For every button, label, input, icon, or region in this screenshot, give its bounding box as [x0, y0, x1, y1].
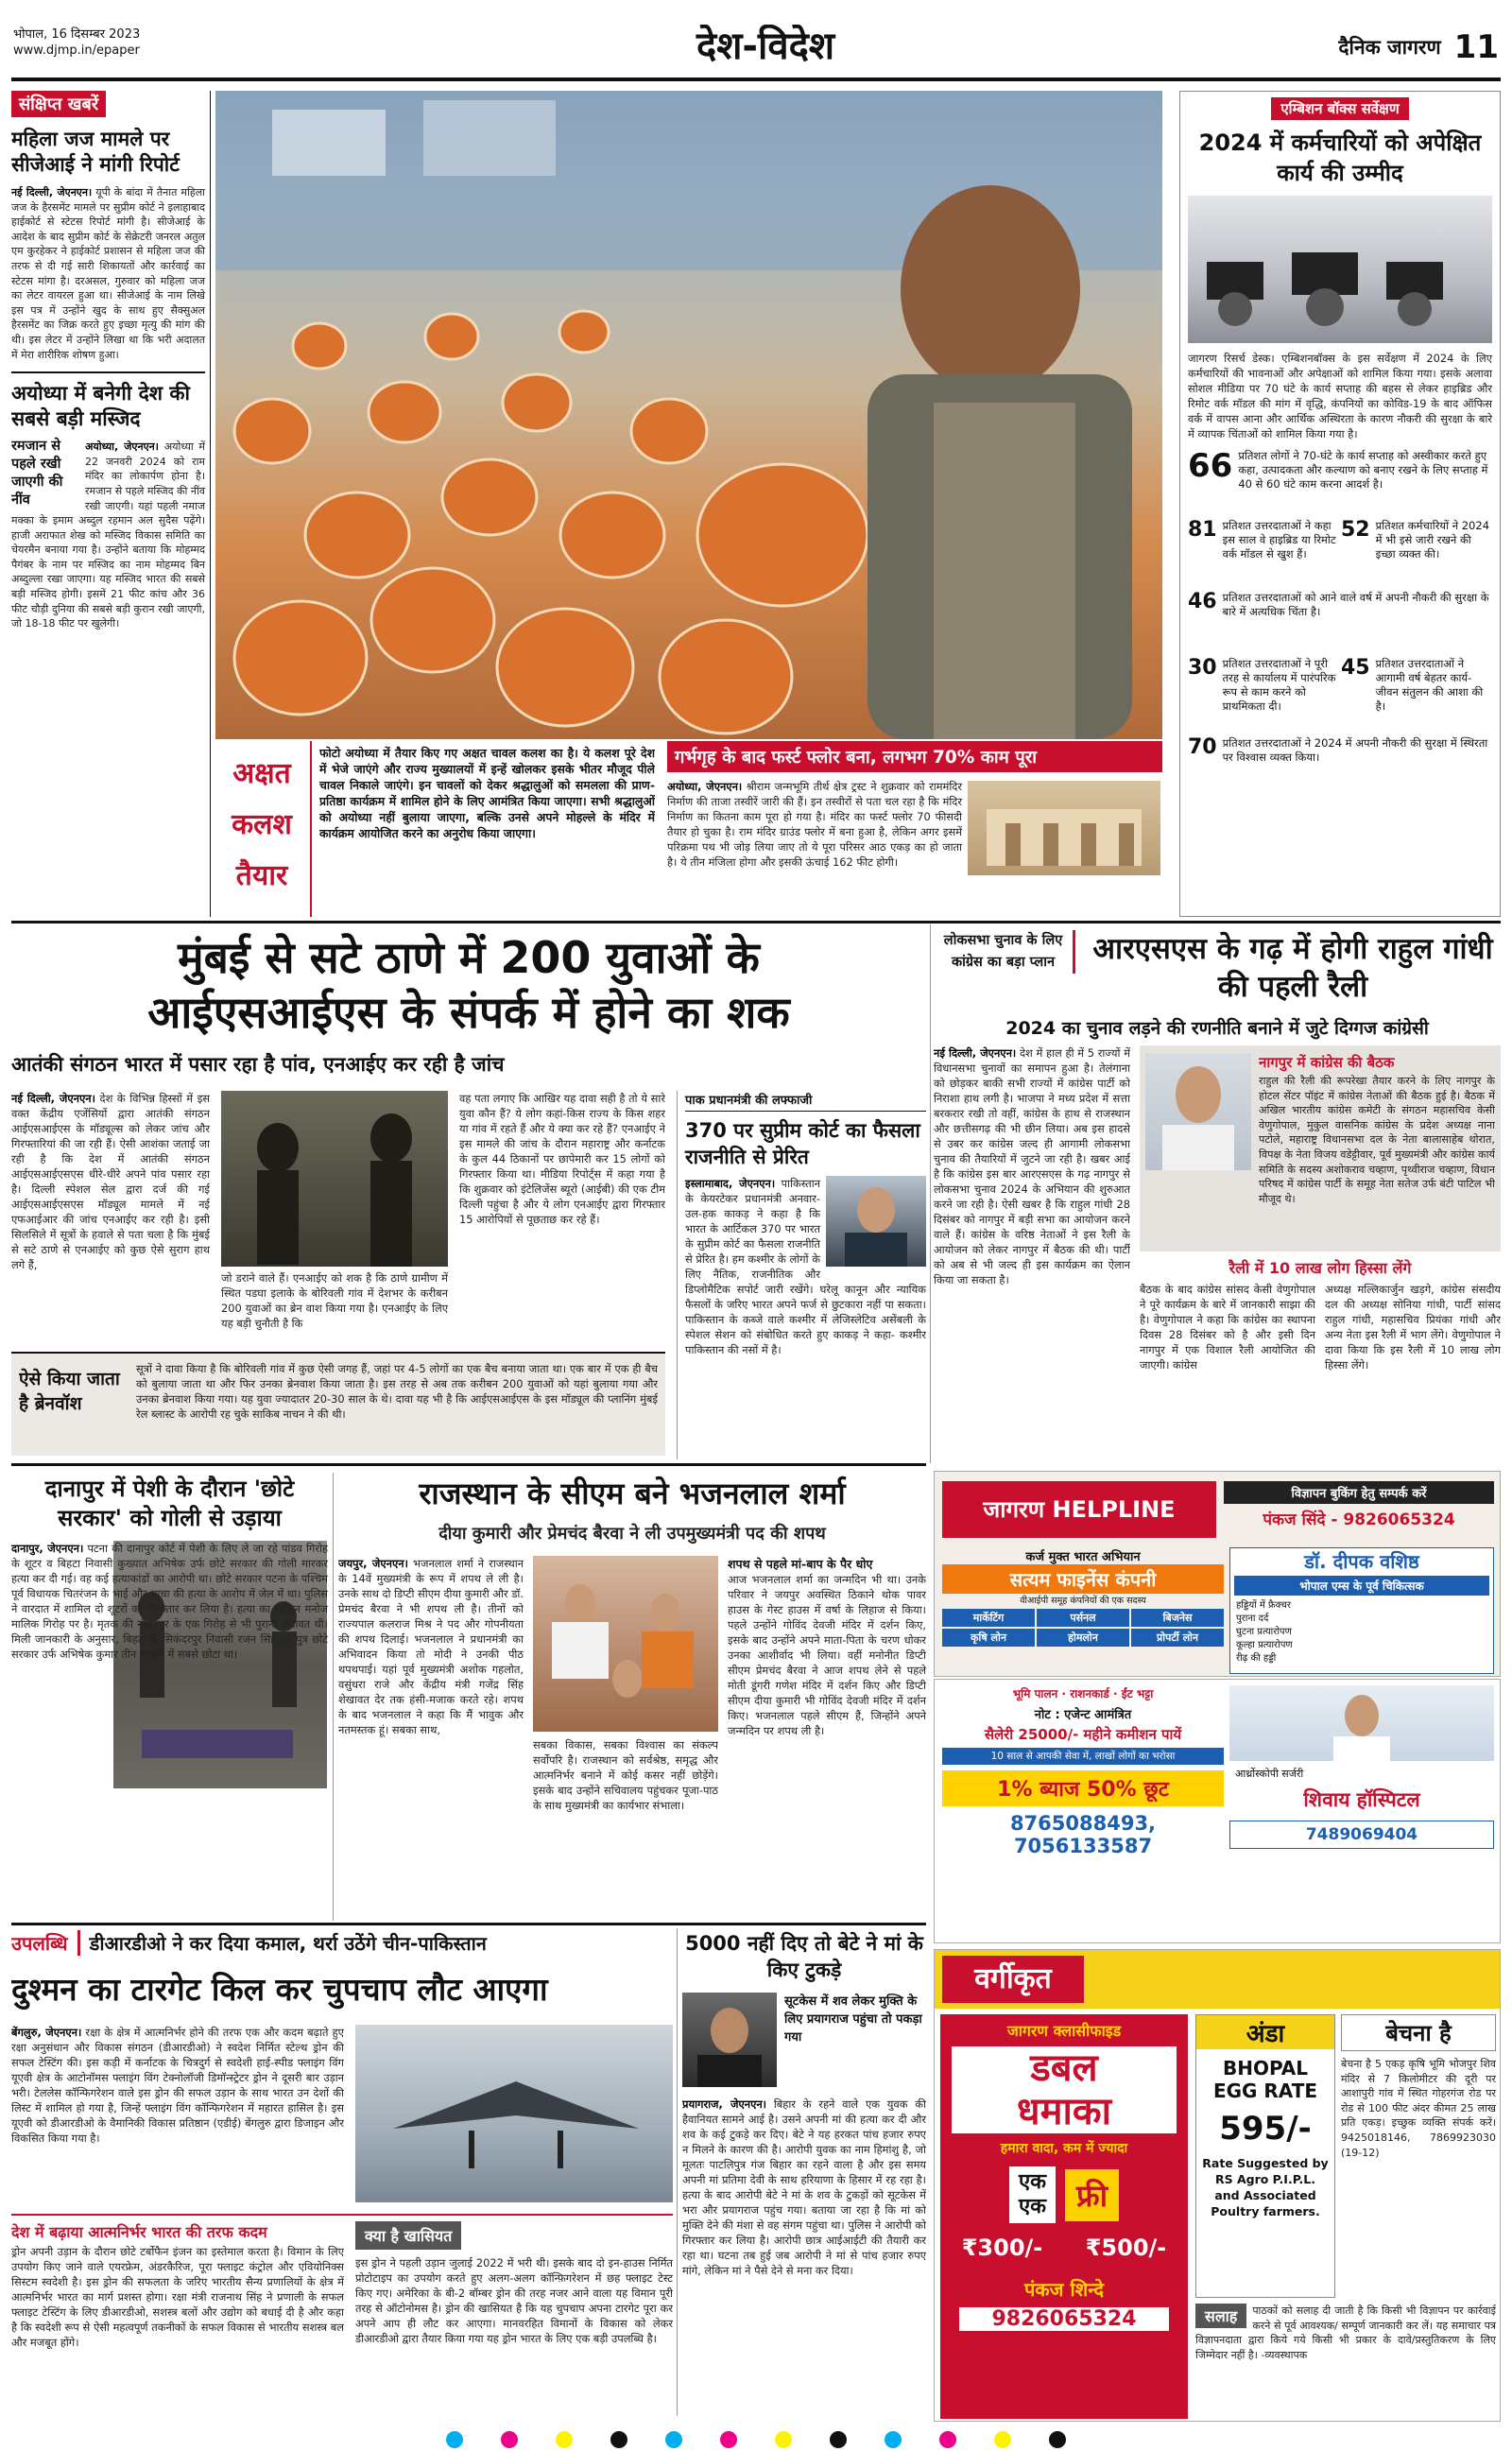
- double-dhamaka-ad: [940, 2014, 1188, 2419]
- classified-brand: जागरण क्लासीफाइड: [1006, 2022, 1122, 2040]
- helpline-ad: [934, 1471, 1501, 1677]
- brief-dateline-2: अयोध्या, जेएनएन।: [85, 440, 159, 454]
- loan-name: सत्यम फाइनेंस कंपनी: [942, 1564, 1224, 1594]
- black-dot: [1049, 2431, 1066, 2448]
- loan-ad: [942, 1547, 1224, 1674]
- survey-body: जागरण रिसर्च डेस्क। एम्बिशनबॉक्स के इस सर्वेक्षण में 2024 के लिए कर्मचारियों की भावनाओं और अपेक्षाओं को शामिल किया गया। इसके अलावा सोशल मीडिया पर 70 घंटे के कार्य सप्ताह की बहस से लेकर हाइब्रिड और रिमोट वर्क मॉडल की मांग में वृद्धि, कंपनियों का कोविड-19 के बाद ऑफिस वर्क में वापस आना और आर्थिक अस्थिरता के कारण नौकरी की सुरक्षा के बारे में व्यापक चिंताओं को शामिल किया गया है।: [1188, 352, 1492, 440]
- section-title: देश-विदेश: [696, 25, 835, 68]
- rally-head: रैली में 10 लाख लोग हिस्सा लेंगे: [1228, 1259, 1412, 1277]
- drone-illustration: [355, 2025, 673, 2202]
- loan-types: मार्केटिंग पर्सनल बिजनेस कृषि लोन होमलोन प्रोपर्टी लोन: [942, 1609, 1224, 1647]
- loan-salary: सैलेरी 25000/- महीने कमीशन पायें: [984, 1726, 1182, 1743]
- stat-30: 30 प्रतिशत उत्तरदाताओं ने पूरी तरह से कार्यालय में पारंपरिक रूप से काम करने को प्राथमिकता दी।: [1188, 656, 1336, 713]
- masthead-rule: [11, 78, 1501, 81]
- temple-illustration: [968, 781, 1160, 875]
- photo-caption-area: [215, 741, 1162, 917]
- yellow-dot: [556, 2431, 573, 2448]
- magenta-dot: [501, 2431, 518, 2448]
- paper-name: दैनिक जागरण: [1338, 36, 1441, 59]
- rajasthan-story: [338, 1475, 926, 1919]
- advice-head: सलाह: [1195, 2304, 1246, 2328]
- classified-title: वर्गीकृत: [942, 1956, 1084, 2003]
- egg-city: BHOPAL: [1222, 2057, 1309, 2080]
- doctor-services: हड्डियों में फ्रैक्चर पुराना दर्द घुटना प्रत्यारोपण कूल्हा प्रत्यारोपण रीढ़ की हड्डी: [1236, 1600, 1293, 1664]
- price-mp: ₹500/-: [1085, 2235, 1167, 2261]
- soldiers-illustration: [221, 1091, 448, 1267]
- drdo-subhead: देश में बढ़ाया आत्मनिर्भर भारत की तरफ कदम: [11, 2223, 267, 2241]
- danapur-headline: दानापुर में पेशी के दौरान 'छोटे सरकार' को गोली से उड़ाया: [44, 1476, 295, 1531]
- rahul-dateline: नई दिल्ली, जेएनएन।: [934, 1046, 1017, 1060]
- drdo-features-body: इस ड्रोन ने पहली उड़ान जुलाई 2022 में भरी थी। इसके बाद दो इन-हाउस निर्मित प्रोटोटाइप का उपयोग करते हुए अलग-अलग कॉन्फ़िगरेशन में छह फ्लाइट टेस्ट किए गए। अमेरिका के बी-2 बॉम्बर ड्रोन की तरह नजर आने वाला यह विमान पूरी तरह से ऑटोनोमस है। ड्रोन की खासियत है कि यह चुपचाप अपना टारगेट पूरा कर अपने आप ही लौट कर आएगा। मानवरहित विमानों के विकास को लेकर डीआरडीओ द्वारा तैयार किया गया यह ड्रोन भारत के लिए एक बड़ी उपलब्धि है।: [355, 2256, 673, 2345]
- rahul-photo: [1145, 1053, 1251, 1170]
- doctor-phone[interactable]: 7489069404: [1229, 1821, 1494, 1849]
- advice-box: [1195, 2304, 1496, 2419]
- sell-ad: [1341, 2014, 1496, 2298]
- brief-body-1: यूपी के बांदा में तैनात महिला जज के हैरसमेंट मामले पर सुप्रीम कोर्ट ने इलाहाबाद हाईकोर्ट से स्टेटस रिपोर्ट मांगी है। सीजेआई के आदेश के बाद सुप्रीम कोर्ट के सेक्रेटरी जनरल अतुल एम कुरहेकर ने हाईकोर्ट प्रशासन से महिला जज की तरफ से दी गई सारी शिकायतों और कार्रवाई का स्टेटस मांगा है। दरअसल, गुरुवार को महिला जज का लेटर वायरल हुआ था। सीजेआई के नाम लिखे इस पत्र में उन्होंने खुद के साथ हुए सैक्सुअल हैरसमेंट का जिक्र करते हुए इच्छा मृत्यु की मांग की थी। इस लेटर में उन्होंने लिखा था कि भरी अदालत में मेरा शारीरिक शोषण हुआ।: [11, 186, 205, 361]
- cyan-dot: [446, 2431, 463, 2448]
- drone-photo: [355, 2025, 673, 2202]
- stat-52: 52 प्रतिशत कर्मचारियों ने 2024 में भी इसे जारी रखने की इच्छा व्यक्त की।: [1341, 518, 1490, 561]
- classified-header: [935, 1950, 1501, 2009]
- prayagraj-body: बिहार के रहने वाले एक युवक की हैवानियत सामने आई है। उसने अपनी मां की हत्या कर दी और शव के कई टुकड़े कर दिए। बेटे ने यह हरकत पांच हजार रुपए न मिलने के कारण की है। आरोपी युवक का नाम हिमांशु है, जो मूलतः पाटलिपुत्र गंज बिहार का रहने वाला है और इस समय अपनी मां प्रतिमा देवी के साथ हरियाणा के हिसार में रह रहा है। हत्या के बाद आरोपी बेटे ने मां के शव के टुकड़ों को सूटकेस में भरा और प्रयागराज पहुंच गया। बताया जा रहा है कि मां को मुक्ति देने की मंशा से वह संगम पहुंचा था। पुलिस ने आरोपी को गिरफ्तार कर लिया है। आरोपी छात्र आईआईटी की तैयारी कर रहा था। घटना तब हुई जब आरोपी ने मां से पांच हजार रुपए मांगे, लेकिन मां ने पैसे देने से मना कर दिया।: [682, 2097, 926, 2277]
- drdo-body: रक्षा के क्षेत्र में आत्मनिर्भर होने की तरफ एक और कदम बढ़ाते हुए रक्षा अनुसंधान और विकास संगठन (डीआरडीओ) ने स्वदेश निर्मित स्टेल्थ ड्रोन की सफल टेस्टिंग की। इस कड़ी में कर्नाटक के चित्रदुर्ग से स्वदेशी हाई-स्पीड फ्लाइंग विंग यूएवी क्षेत्र के आटोनॉमस फ्लाइंग विंग टेक्नोलॉजी डिमॉन्स्ट्रेटर ड्रोन ने दूसरी बार उड़ान भरी। टेललेस कॉन्फिगरेशन वाले इस ड्रोन की सफल उड़ान के साथ भारत उन देशों की लिस्ट में शामिल हो गया है, जिन्हें फ्लाइंग विंग कॉन्फिगरेशन में महारत हासिल है। इस यूएवी को डीआरडीओ के वैमानिकी विकास प्रतिष्ठान (एडीई) बेंगलुरु द्वारा डिजाइन और विकसित किया गया है।: [11, 2026, 344, 2145]
- rajasthan-col3-body: आज भजनलाल शर्मा का जन्मदिन भी था। उनके परिवार ने जयपुर अवस्थित ठिकाने थोक पावर हाउस के गेस्ट हाउस में वर्षा के लिहाज से किया। पहले उन्होंने गोविंद देवजी मंदिर में दर्शन किए, इसके बाद उन्होंने अपने माता-पिता के चरण धोकर उनका आशीर्वाद भी लिया। वहीं मनोनीत डिप्टी सीएम प्रेमचंद बैरवा ने आज शपथ लेने से पहले मोती डूंगरी गणेश मंदिर में दर्शन किए और डिप्टी सीएम दीया कुमारी भी गोविंद देवजी मंदिर में दर्शन किए। भजनलाल पहले सीएम हैं, जिन्होंने अपने जन्मदिन पर शपथ ली है।: [728, 1573, 926, 1737]
- prayagraj-headline: 5000 नहीं दिए तो बेटे ने मां के किए टुकड़े: [685, 1932, 923, 1981]
- brief-body-2: अयोध्या में 22 जनवरी 2024 को राम मंदिर का लोकार्पण होना है। रमजान से पहले मस्जिद की नींव रखी जाएगी। यहां पहली नमाज मक्का के इमाम अब्दुल रहमान अल सुदैस पढ़ेंगे। हाजी अराफात शेख को मस्जिद विकास समिति का चेयरमैन बनाया गया है। उन्होंने बताया कि मोहम्मद पैगंबर के नाम पर मस्जिद का नाम मोहम्मद बिन अब्दुल्ला रखा जाएगा। यह मस्जिद भारत की सबसे बड़ी मस्जिद होगी। इसमें 21 फीट कांच और 36 फीट चौड़ी दुनिया की सबसे बड़ी कुरान रखी जाएगी, जो 18-18 फीट पर खुलेगी।: [11, 440, 205, 630]
- photo-caption: फोटो अयोध्या में तैयार किए गए अक्षत चावल कलश का है। ये कलश पूरे देश में भेजे जाएंगे और राज्य मुख्यालयों में इन्हें खोलकर इसके भीतर मौजूद पीले चावल निकाले जाएंगे। इन चावलों को देकर श्रद्धालुओं को समलला की प्राण-प्रतिष्ठा कार्यक्रम में शामिल होने के लिए आमंत्रित किया जाएगा। सभी श्रद्धालुओं को अयोध्या नहीं बुलाया जाएगा, बल्कि उनसे अपने मोहल्ले के मंदिर में कार्यक्रम आयोजित करने का अनुरोध किया जाएगा।: [319, 746, 655, 840]
- danapur-text: [11, 1541, 328, 1662]
- doctor-service-6: आर्थ्रोस्कोपी सर्जरी: [1235, 1768, 1304, 1780]
- office-illustration: [1188, 196, 1492, 343]
- oath-illustration: [533, 1556, 718, 1732]
- rajasthan-col2: सबका विकास, सबका विश्वास का संकल्प सर्वोपरि है। राजस्थान को सर्वश्रेष्ठ, समृद्ध और आत्मनिर्भर बनाने में कोई कसर नहीं छोड़ेंगे। इसके बाद उन्होंने सचिवालय पहुंचकर पूजा-पाठ के साथ मुख्यमंत्री का कार्यभार संभाला।: [533, 1738, 718, 1812]
- free-offer: फ्री: [1065, 2169, 1119, 2221]
- section-rule-2: [11, 1463, 926, 1466]
- portrait-illustration-3: [682, 1993, 777, 2087]
- loan-phone[interactable]: 8765088493, 7056133587: [1009, 1812, 1157, 1857]
- egg-rate-ad: [1195, 2014, 1335, 2298]
- helpline-title: जागरण HELPLINE: [942, 1481, 1216, 1538]
- section-rule-3: [11, 1923, 926, 1925]
- classified-section: [934, 1949, 1501, 2422]
- survey-panel: [1179, 91, 1501, 917]
- rajasthan-headline: राजस्थान के सीएम बने भजनलाल शर्मा: [419, 1476, 846, 1511]
- loan-note: नोट : एजेन्ट आमंत्रित: [1034, 1708, 1132, 1722]
- loan-tag: वीआईपी समूह कंपनियों की एक सदस्य: [1020, 1596, 1146, 1606]
- nagpur-meeting-head: नागपुर में कांग्रेस की बैठक: [1259, 1054, 1395, 1071]
- nagpur-meeting-box: [1140, 1045, 1501, 1251]
- helpline-name[interactable]: पंकज सिंदे - 9826065324: [1263, 1510, 1455, 1529]
- prayagraj-pullquote: सूटकेस में शव लेकर मुक्ति के लिए प्रयागराज पहुंचा तो पकड़ा गया: [784, 1994, 922, 2045]
- loan-trust: 10 साल से आपकी सेवा में, लाखों लोगों का भरोसा: [942, 1748, 1224, 1765]
- hospital-name: शिवाय हॉस्पिटल: [1303, 1788, 1420, 1811]
- dhamaka-tagline: हमारा वादा, कम में ज्यादा: [1000, 2141, 1128, 2156]
- drdo-headline: दुश्मन का टारगेट किल कर चुपचाप लौट आएगा: [11, 1971, 548, 2008]
- drdo-label: उपलब्धि: [11, 1930, 80, 1956]
- edition-date: भोपाल, 16 दिसम्बर 2023: [13, 27, 141, 42]
- egg-suggest: Rate Suggested by RS Agro P.I.P.L. and Associated Poultry farmers.: [1202, 2156, 1329, 2218]
- rahul-story: [934, 930, 1501, 1459]
- masthead-left: [13, 26, 235, 59]
- yellow-dot: [775, 2431, 792, 2448]
- egg-rate-label: EGG RATE: [1212, 2080, 1318, 2102]
- pak-label: पाक प्रधानमंत्री की लफ्फाजी: [685, 1091, 926, 1112]
- isis-headline-2: आईएसआईएस के संपर्क में होने का शक: [147, 987, 790, 1038]
- isis-headline-1: मुंबई से सटे ठाणे में 200 युवाओं के: [178, 932, 760, 983]
- office-photo: [1188, 196, 1492, 343]
- egg-price: 595/-: [1219, 2110, 1312, 2148]
- doctor-name: डॉ. दीपक वशिष्ठ: [1304, 1550, 1419, 1573]
- magenta-dot: [720, 2431, 737, 2448]
- brainwash-body: सूत्रों ने दावा किया है कि बोरिवली गांव में कुछ ऐसी जगह हैं, जहां पर 4-5 लोगों का एक बैच बनाया जाता था। एक बार में एक ही बैच को बुलाया जाता था और फिर उनका ब्रेनवाश किया जाता है। इस तरह से अब तक करीबन 200 युवाओं को यहां बुलाया गया और उनका ब्रेनवाश किया गया। यह युवा ज्यादातर 20-30 साल के थे। दावा यह भी है कि आईएसआईएस के इस मॉड्यूल की प्लानिंग मुंबई रेल ब्लास्ट के आरोपी रह चुके साकिब नाचन ने की थी।: [136, 1362, 658, 1421]
- garbhagrih-story: [667, 741, 1162, 917]
- doctor-ad: [1229, 1547, 1494, 1674]
- drdo-dateline: बेंगलुरु, जेएनएन।: [11, 2026, 82, 2039]
- yellow-dot: [994, 2431, 1011, 2448]
- black-dot: [610, 2431, 627, 2448]
- doctor-photo: [1229, 1685, 1494, 1761]
- pak-headline: 370 पर सुप्रीम कोर्ट का फैसला राजनीति से प्रेरित: [685, 1119, 920, 1168]
- doctor-illustration: [1229, 1685, 1494, 1761]
- photo-illustration: [215, 91, 1162, 739]
- isis-photo: [221, 1091, 448, 1267]
- survey-headline: 2024 में कर्मचारियों को अपेक्षित कार्य की उम्मीद: [1198, 129, 1482, 186]
- pak-pm-photo: [826, 1176, 926, 1267]
- masthead-right: [1228, 28, 1499, 66]
- rahul-col1: देश में हाल ही में 5 राज्यों में विधानसभा चुनावों का समापन हुआ है। तेलंगाना को छोड़कर बाकी सभी राज्यों में कांग्रेस पार्टी को निराशा हाथ लगी है। भाजपा ने मध्य प्रदेश में सत्ता बरकरार रखी तो वहीं, कांग्रेस के हाथ से राजस्थान और छत्तीसगढ़ की भी छीन लिया। अब इस हादसे से उबर कर कांग्रेस जल्द ही आगामी लोकसभा चुनाव की तैयारियों में जुटने जा रही है। खबर आई है कि कांग्रेस इस बार आरएसएस के गढ़ नागपुर से लोकसभा चुनाव 2024 के अभियान की शुरुआत करने जा रही है। ऐसी खबर है कि राहुल गांधी 28 दिसंबर को नागपुर में बड़ी सभा का आयोजन करने वाले हैं। कांग्रेस के वरिष्ठ नेताओं ने इस रैली के आयोजन को लेकर नागपुर में बैठक की थी। पार्टी को अब से भी जल्द ही इस कार्यक्रम का ऐलान किया जा सकता है।: [934, 1046, 1130, 1286]
- danapur-dateline: दानापुर, जेएनएन।: [11, 1542, 84, 1555]
- column-rule-2: [930, 924, 931, 1463]
- nagpur-meeting-body: राहुल की रैली की रूपरेखा तैयार करने के लिए नागपुर के होटल सेंटर पॉइंट में कांग्रेस नेताओं की बैठक हुई है। बैठक में अखिल भारतीय कांग्रेस कमेटी के संगठन महासचिव केसी वेणुगोपाल, मुकुल वासनिक कांग्रेस के प्रदेश अध्यक्ष नाना पटोले, महाराष्ट्र विधानसभा दल के नेता बालासाहेब थोरात, विपक्ष के नेता विजय वडेट्टीवार, पूर्व मुख्यमंत्री और कांग्रेस कार्य समिति के सदस्य अशोकराव चव्हाण, पृथ्वीराज चव्हाण, विधान परिषद में कांग्रेस पार्टी के समूह नेता सतेज उर्फ बंटी पाटिल भी मौजूद थे।: [1259, 1075, 1495, 1205]
- rahul-headline: आरएसएस के गढ़ में होगी राहुल गांधी की पहली रैली: [1092, 932, 1493, 1004]
- brief-pullquote: रमजान से पहले रखी जाएगी की नींव: [11, 439, 63, 509]
- rajasthan-col3-head: शपथ से पहले मां-बाप के पैर धोए: [728, 1557, 873, 1571]
- loan-ad-bottom: [934, 1679, 1501, 1943]
- print-color-bar: [0, 2428, 1512, 2451]
- prayagraj-dateline: प्रयागराज, जेएनएन।: [682, 2097, 767, 2111]
- cyan-dot: [665, 2431, 682, 2448]
- brainwash-label: ऐसे किया जाता है ब्रेनवॉश: [19, 1369, 120, 1414]
- rajasthan-photo: [533, 1556, 718, 1732]
- dhamaka-line2: धमाका: [952, 2090, 1177, 2133]
- cyan-dot: [885, 2431, 902, 2448]
- column-rule: [210, 91, 211, 917]
- rajasthan-subhead: दीया कुमारी और प्रेमचंद बैरवा ने ली उपमुख्यमंत्री पद की शपथ: [438, 1524, 826, 1544]
- isis-col1: देश के विभिन्न हिस्सों में इस वक्त केंद्रीय एजेंसियों द्वारा आतंकी संगठन आईएसआईएस के मॉड्यूल्स को लेकर जांच और गिरफ्तारियां की जा रही हैं। ऐसी आशंका जताई जा रही है कि देश में आतंकी संगठन आईएसआईएसएस धीरे-धीरे अपने पांव पसार रहा है। दिल्ली स्पेशल सेल द्वारा दर्ज की गई आईएसआईएसएस मॉड्यूल मामले में नई एफआईआर की जांच एनआईए कर रही है। इसी सिलसिले में सूत्रों के हवाले से पता चला है कि मुंबई से सटे ठाणे से एनआईए को कुछ ऐसे सुराग हाथ लगे हैं,: [11, 1092, 210, 1271]
- brief-dateline-1: नई दिल्ली, जेएनएन।: [11, 186, 93, 198]
- isis-dateline: नई दिल्ली, जेएनएन।: [11, 1092, 95, 1105]
- loan-types-more: भूमि पालन · राशनकार्ड · ईंट भट्टा: [1012, 1687, 1154, 1700]
- isis-subhead: आतंकी संगठन भारत में पसार रहा है पांव, एनआईए कर रही है जांच: [11, 1053, 505, 1076]
- briefs-label: संक्षिप्त खबरें: [11, 91, 106, 117]
- dhamaka-line1: डबल: [952, 2046, 1177, 2090]
- photo-tag: अक्षत कलश तैयार: [232, 757, 292, 892]
- stat-46: 46 प्रतिशत उत्तरदाताओं को आने वाले वर्ष में अपनी नौकरी की सुरक्षा के बारे में अत्यधिक चिंता है।: [1188, 590, 1489, 618]
- sell-head: बेचना है: [1341, 2014, 1496, 2051]
- garbhagrih-dateline: अयोध्या, जेएनएन।: [667, 780, 743, 793]
- prayagraj-story: [682, 1930, 926, 2422]
- brainwash-box: [11, 1352, 665, 1456]
- magenta-dot: [939, 2431, 956, 2448]
- black-dot: [830, 2431, 847, 2448]
- rahul-subhead: 2024 का चुनाव लड़ने की रणनीति बनाने में जुटे दिग्गज कांग्रेसी: [1005, 1018, 1429, 1039]
- drdo-story: [11, 1930, 673, 2422]
- column-rule-4: [677, 1928, 678, 2416]
- isis-col3: वह पता लगाए कि आखिर यह दावा सही है तो ये सारे युवा कौन हैं? ये लोग कहां-किस राज्य के किस शहर या गांव में रहते हैं और ये क्या कर रहे हैं? एनआईए ने इस मामले की जांच के दौरान महाराष्ट्र और कर्नाटक के कुल 44 ठिकानों पर छापेमारी कर 15 लोगों को गिरफ्तार किया था। मीडिया रिपोर्ट्स में कहा गया है कि शुक्रवार को इंटेलिजेंस ब्यूरो (आईबी) की एक टीम दिल्ली पहुंचा है और ये लोग एनआईए द्वारा गिरफ्तार 15 आरोपियों से पूछताछ कर रहे हैं।: [459, 1092, 665, 1226]
- sell-body: बेचना है 5 एकड़ कृषि भूमि भोजपुर शिव मंदिर से 7 किलोमीटर की दूरी पर आशापुरी गांव में स्थित गोहरगंज रोड पर रोड से 100 फीट अंदर कीमत 25 लाख प्रति एकड़। इच्छुक व्यक्ति संपर्क करें। 9425018146, 7869923030 (19-12): [1341, 2058, 1496, 2159]
- classified-phone[interactable]: 9826065324: [959, 2307, 1169, 2331]
- helpline-sub: विज्ञापन बुकिंग हेतु सम्पर्क करें: [1224, 1481, 1494, 1504]
- drdo-sub-body: ड्रोन अपनी उड़ान के दौरान छोटे टर्बोफैन इंजन का इस्तेमाल करता है। विमान के लिए उपयोग किए जाने वाले एयरफ्रेम, अंडरकैरिज, पूरा फ्लाइट कंट्रोल और एवियोनिक्स सिस्टम स्वदेशी है। इस ड्रोन की सफलता के जरिए भारतीय सैन्य प्रणालियों के क्षेत्र में आत्मनिर्भर भारत का मार्ग प्रशस्त होगा। रक्षा मंत्री राजनाथ सिंह ने प्रणाली के सफल फ्लाइट टेस्टिंग के लिए डीआरडीओ, सशस्त्र बलों और उद्योग को बधाई दी है और कहा है कि स्वदेशी रूप से ऐसी महत्वपूर्ण तकनीकों के सफल विकास से भारतीय सशस्त्र बल और मजबूत होंगे।: [11, 2245, 344, 2349]
- ek-offer: एक एक: [1009, 2166, 1056, 2223]
- rajasthan-col3: [728, 1556, 926, 1738]
- classified-contact: पंकज शिन्दे: [1023, 2278, 1105, 2301]
- rajasthan-col1: भजनलाल शर्मा ने राजस्थान के 14वें मुख्यमंत्री के रूप में शपथ ले ली है। उनके साथ दो डिप्टी सीएम दीया कुमारी और डॉ. प्रेमचंद बैरवा ने भी शपथ ली है। तीनों को राज्यपाल कलराज मिश्र ने पद और गोपनीयता की शपथ दिलाई। भजनलाल ने प्रधानमंत्री का अभिवादन किया तो मोदी ने उनकी पीठ थपथपाई। यहां पूर्व मुख्यमंत्री अशोक गहलोत, वसुंधरा राजे और केंद्रीय मंत्री गजेंद्र सिंह शेखावत देर तक हंसी-मजाक करते रहे। शपथ के बाद भजनलाल ने कहा कि मैं भावुक और नतमस्तक हूं। सबका साथ,: [338, 1557, 524, 1736]
- danapur-body: पटना की दानापुर कोर्ट में पेशी के लिए ले जा रहे पांडव गिरोह के शूटर व बिहटा निवासी कुख्यात अभिषेक उर्फ छोटे सरकार की गोली मारकर हत्या कर दी गई। वह कई हत्याकांडों का आरोपी था। छोटे सरकार पटना के पश्चिम पूर्व विधायक चितरंजन के भाई और चाचा की हत्या के आरोप में जेल में था। पुलिस ने वारदात में शामिल दो शूटरों को गिरफ्तार कर लिया है। हत्या का सरोहन मनोज मालिक गिरोह पर है। मृतक की नौबतपुर के एक गिरोह से भी पुरानी अदावत थी। मिली जानकारी के अनुसार, बिहटा के सिकंदरपुर निवासी रजन सिंह का पुत्र छोटे सरकार उर्फ अभिषेक कुमार तीन भाइयों में सबसे छोटा था।: [11, 1542, 328, 1661]
- pak-body: पाकिस्तान के केयरटेकर प्रधानमंत्री अनवार-उल-हक काकड़ ने कहा है कि भारत के आर्टिकल 370 पर भारत के सुप्रीम कोर्ट का फैसला राजनीति से प्रेरित है। हम कश्मीर के लोगों के लिए नैतिक, राजनीतिक और डिप्लोमैटिक सपोर्ट जारी रखेंगे। घरेलू कानून और न्यायिक फैसलों के जरिए भारत अपने फर्ज से छुटकारा नहीं पा सकता। पाकिस्तान के कब्जे वाले कश्मीर में लेजिस्लेटिव असेंबली के स्पेशल सेशन को संबोधित करते हुए काकड़ ने कहा- कश्मीर पाकिस्तान की नसों में है।: [685, 1177, 926, 1356]
- portrait-illustration-2: [1145, 1053, 1251, 1170]
- rahul-kicker: लोकसभा चुनाव के लिए कांग्रेस का बड़ा प्लान: [934, 930, 1075, 974]
- stat-70: 70 प्रतिशत उत्तरदाताओं ने 2024 में अपनी नौकरी की सुरक्षा में स्थिरता पर विश्वास व्यक्त किया।: [1188, 735, 1488, 764]
- page-number: 11: [1453, 28, 1499, 66]
- temple-photo: [968, 781, 1160, 875]
- pak-story: [677, 1091, 926, 1459]
- egg-head: अंडा: [1196, 2015, 1334, 2049]
- stat-81: 81 प्रतिशत उत्तरदाताओं ने कहा इस साल वे हाइब्रिड या रिमोट वर्क मॉडल से खुश हैं।: [1188, 518, 1336, 561]
- danapur-story: [11, 1475, 328, 1919]
- garbhagrih-body: श्रीराम जन्मभूमि तीर्थ क्षेत्र ट्रस्ट ने शुक्रवार को राममंदिर निर्माण की ताजा तस्वीरें जारी की हैं। इन तस्वीरों से पता चल रहा है कि मंदिर निर्माण का कितना काम पूरा हो गया है। मंदिर का फर्स्ट फ्लोर 70 फीसदी तैयार हो चुका है। राम मंदिर ग्राउंड फ्लोर में बना हुआ है, लेकिन अगर इसमें परिक्रमा पथ भी जोड़ लिया जाए तो ये पूरा परिसर आठ एकड़ का हो जाता है। ये तीन मंजिला होगा और इसकी ऊंचाई 162 फीट होगी।: [667, 780, 962, 869]
- loan-rate: 1% ब्याज 50% छूट: [942, 1770, 1224, 1806]
- accused-photo: [682, 1993, 777, 2087]
- akshat-kalash-photo: [215, 91, 1162, 739]
- drdo-features-label: क्या है खासियत: [355, 2221, 461, 2250]
- price-bhopal: ₹300/-: [961, 2235, 1043, 2261]
- brief-headline-1: महिला जज मामले पर सीजेआई ने मांगी रिपोर्ट: [11, 128, 180, 176]
- section-rule: [11, 921, 1501, 923]
- survey-label: एम्बिशन बॉक्स सर्वेक्षण: [1271, 97, 1408, 120]
- drdo-kicker: डीआरडीओ ने कर दिया कमाल, थर्रा उठेंगे चीन-पाकिस्तान: [89, 1932, 487, 1955]
- helpline-contact: [1224, 1481, 1494, 1529]
- brief-headline-2: अयोध्या में बनेगी देश की सबसे बड़ी मस्जिद: [11, 382, 190, 431]
- isis-story: [11, 930, 926, 1459]
- rally-col1: बैठक के बाद कांग्रेस सांसद केसी वेणुगोपाल ने पूरे कार्यक्रम के बारे में जानकारी साझा की है। वेणुगोपाल ने कहा कि कांग्रेस का स्थापना दिवस 28 दिसंबर को है और इसी दिन नागपुर में एक विशाल रैली आयोजित की जाएगी। कांग्रेस: [1140, 1283, 1315, 1372]
- stat-66: 66 प्रतिशत लोगों ने 70-घंटे के कार्य सप्ताह को अस्वीकार करते हुए कहा, उत्पादकता और कल्याण को बनाए रखने के लिए सप्ताह में 40 से 60 घंटे काम करना आदर्श है।: [1188, 447, 1488, 491]
- garbhagrih-headline: गर्भगृह के बाद फर्स्ट फ्लोर बना, लगभग 70% काम पूरा: [667, 741, 1162, 772]
- briefs-column: [11, 91, 205, 917]
- column-rule-3: [333, 1473, 334, 1921]
- rajasthan-dateline: जयपुर, जेएनएन।: [338, 1557, 408, 1570]
- epaper-url[interactable]: www.djmp.in/epaper: [13, 43, 140, 58]
- loan-top: कर्ज मुक्त भारत अभियान: [1025, 1550, 1141, 1564]
- portrait-illustration: [826, 1176, 926, 1267]
- rally-col2: अध्यक्ष मल्लिकार्जुन खड़गे, कांग्रेस संसदीय दल की अध्यक्ष सोनिया गांधी, पार्टी सांसद राहुल गांधी, महासचिव प्रियंका गांधी और अन्य नेता इस रैली में भाग लेंगे। वेणुगोपाल ने दावा किया कि इस रैली में 10 लाख लोग हिस्सा लेंगे।: [1325, 1283, 1501, 1372]
- survey-stats: [1180, 441, 1500, 876]
- pak-dateline: इस्लामाबाद, जेएनएन।: [685, 1177, 776, 1190]
- drdo-features-box: [355, 2221, 673, 2422]
- advice-body: पाठकों को सलाह दी जाती है कि किसी भी विज्ञापन पर कार्रवाई करने से पूर्व आवश्यक/ सम्पूर्ण जानकारी कर लें। यह समाचार पत्र विज्ञापनदाता द्वारा किये गये किसी भी प्रकार के दावे/प्रस्तुतिकरण के लिए जिम्मेदार नहीं है। -व्यवस्थापक: [1195, 2304, 1496, 2361]
- doctor-sub: भोपाल एम्स के पूर्व चिकित्सक: [1234, 1576, 1489, 1596]
- stat-45: 45 प्रतिशत उत्तरदाताओं ने आगामी वर्ष बेहतर कार्य-जीवन संतुलन की आशा की है।: [1341, 656, 1484, 713]
- isis-col2: जो डराने वाले हैं। एनआईए को शक है कि ठाणे ग्रामीण में स्थित पडघा इलाके के बोरिवली गांव में देशभर के करीबन 200 युवाओं का ब्रेन वाश किया गया है। एनआईए के लिए यह बड़ी चुनौती है कि: [221, 1271, 448, 1330]
